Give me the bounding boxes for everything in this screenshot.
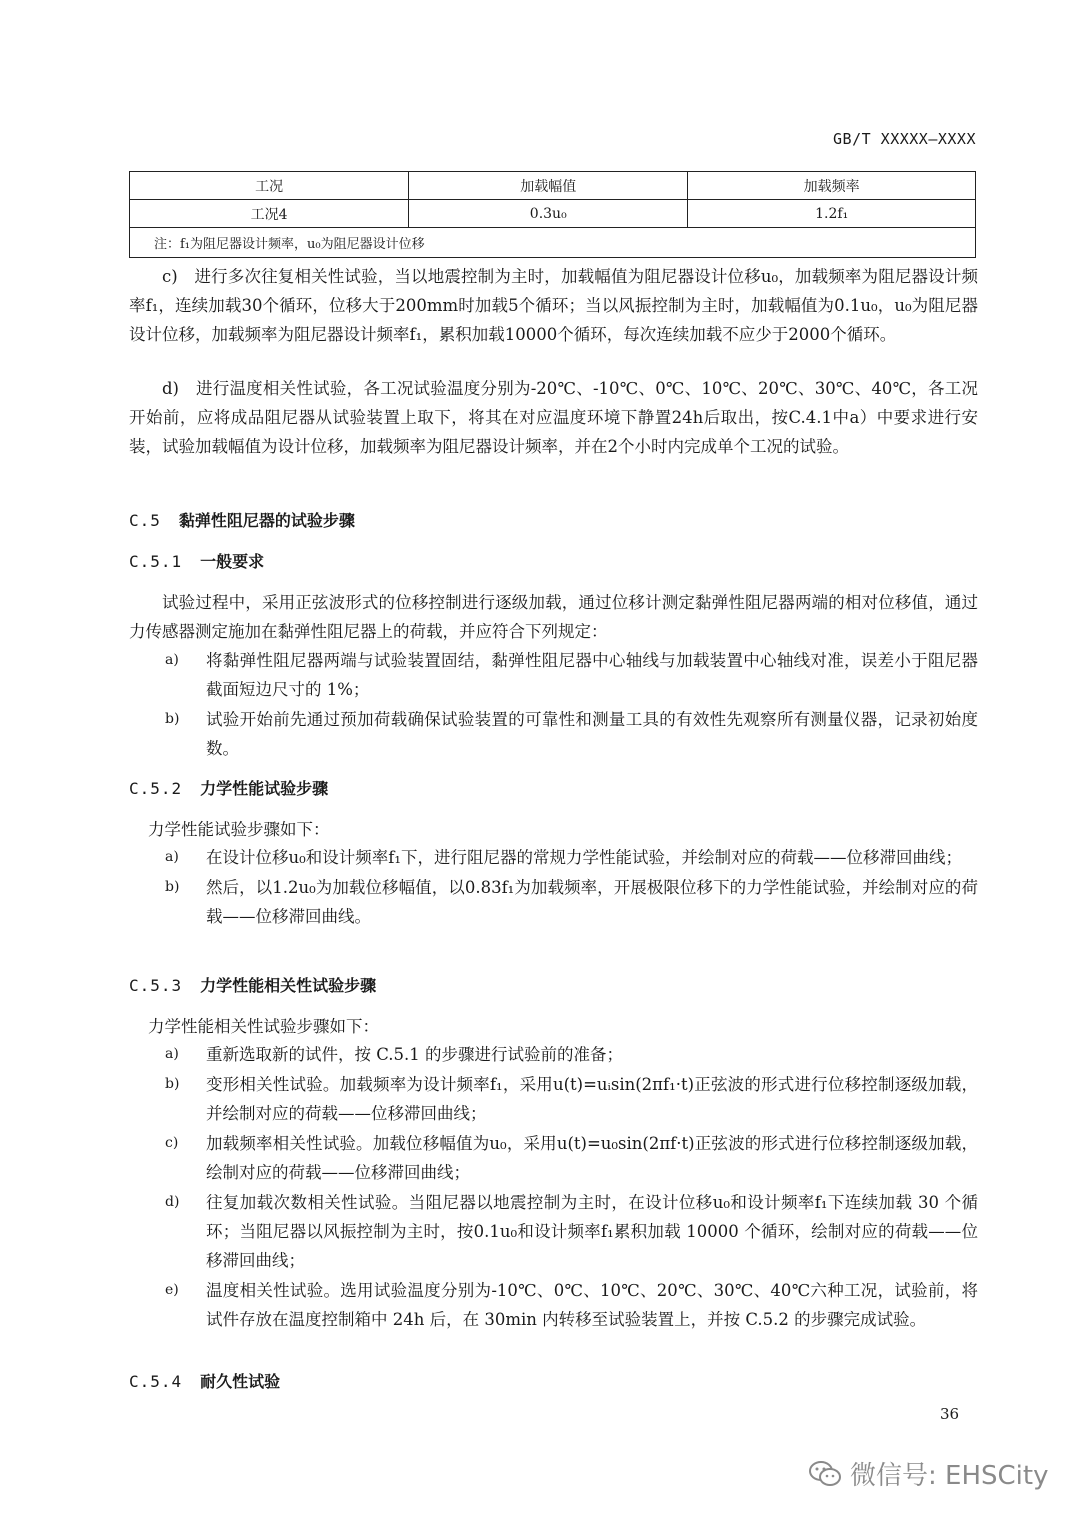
- table-row: [130, 200, 976, 228]
- table-header-row: [130, 172, 976, 200]
- list-label: a): [165, 849, 179, 865]
- list-text: 将黏弹性阻尼器两端与试验装置固结，黏弹性阻尼器中心轴线与加载装置中心轴线对准，误差小于阻尼器截面短边尺寸的 1%；: [206, 651, 978, 699]
- list-item: [165, 1188, 978, 1275]
- section-title: 力学性能相关性试验步骤: [200, 976, 377, 995]
- list-label: d): [165, 1194, 180, 1210]
- section-title: 耐久性试验: [200, 1372, 281, 1391]
- table-header-cell: 工况: [130, 172, 409, 200]
- section-heading-c52: [129, 776, 328, 799]
- section-heading-c51: [129, 549, 264, 572]
- list-label: b): [165, 879, 180, 895]
- condition-table: [129, 171, 976, 258]
- c52-intro: 力学性能试验步骤如下：: [148, 820, 330, 839]
- table-header-cell: 加载幅值: [409, 172, 688, 200]
- watermark-text: 微信号: EHSCity: [850, 1461, 1049, 1491]
- list-text: 重新选取新的试件，按 C.5.1 的步骤进行试验前的准备；: [206, 1045, 624, 1064]
- section-heading-c54: [129, 1369, 280, 1392]
- list-item: [165, 1276, 978, 1334]
- list-text: 往复加载次数相关性试验。当阻尼器以地震控制为主时，在设计位移u₀和设计频率f₁下连续加载 30 个循环；当阻尼器以风振控制为主时，按0.1u₀和设计频率f₁累积加载 10000 个循环，绘制对应的荷载——位移滞回曲线；: [206, 1193, 978, 1270]
- list-label: e): [165, 1282, 179, 1298]
- page-number: 36: [940, 1405, 960, 1423]
- section-title: 黏弹性阻尼器的试验步骤: [178, 511, 355, 530]
- section-heading-c5: [129, 508, 355, 531]
- table-cell: 工况4: [130, 200, 409, 228]
- section-number: C.5: [129, 511, 161, 530]
- c53-list: [165, 1040, 978, 1335]
- list-label: a): [165, 1046, 179, 1062]
- section-number: C.5.1: [129, 552, 183, 571]
- section-number: C.5.2: [129, 779, 183, 798]
- list-text: 在设计位移u₀和设计频率f₁下，进行阻尼器的常规力学性能试验，并绘制对应的荷载——位移滞回曲线；: [206, 848, 962, 867]
- list-label: a): [165, 652, 179, 668]
- list-item: [165, 646, 978, 704]
- wechat-icon: [808, 1459, 842, 1489]
- c4-item-d: d) 进行温度相关性试验，各工况试验温度分别为-20℃、-10℃、0℃、10℃、20℃、30℃、40℃，各工况开始前，应将成品阻尼器从试验装置上取下，将其在对应温度环境下静置24h后取出，按C.4.1中a）中要求进行安装，试验加载幅值为设计位移，加载频率为阻尼器设计频率，并在2个小时内完成单个工况的试验。: [129, 379, 978, 456]
- list-item: [165, 873, 978, 931]
- list-text: 然后，以1.2u₀为加载位移幅值，以0.83f₁为加载频率，开展极限位移下的力学性能试验，并绘制对应的荷载——位移滞回曲线。: [206, 878, 978, 926]
- list-text: 温度相关性试验。选用试验温度分别为-10℃、0℃、10℃、20℃、30℃、40℃六种工况，试验前，将试件存放在温度控制箱中 24h 后，在 30min 内转移至试验装置上，并按 C.5.2 的步骤完成试验。: [206, 1281, 978, 1329]
- list-text: 加载频率相关性试验。加载位移幅值为u₀，采用u(t)=u₀sin(2πf·t)正弦波的形式进行位移控制逐级加载，绘制对应的荷载——位移滞回曲线；: [206, 1134, 978, 1182]
- section-title: 力学性能试验步骤: [200, 779, 329, 798]
- table-cell: 0.3u₀: [409, 200, 688, 228]
- list-item: [165, 843, 978, 872]
- c51-intro: 试验过程中，采用正弦波形式的位移控制进行逐级加载，通过位移计测定黏弹性阻尼器两端的相对位移值，通过力传感器测定施加在黏弹性阻尼器上的荷载，并应符合下列规定：: [129, 593, 978, 641]
- table-note: 注：f₁为阻尼器设计频率，u₀为阻尼器设计位移: [130, 228, 976, 258]
- c51-list: [165, 646, 978, 764]
- list-item: [165, 1040, 978, 1069]
- c53-intro: 力学性能相关性试验步骤如下：: [148, 1017, 379, 1036]
- c52-list: [165, 843, 978, 932]
- list-item: [165, 705, 978, 763]
- standard-code: GB/T XXXXX—XXXX: [833, 130, 976, 148]
- list-text: 试验开始前先通过预加荷载确保试验装置的可靠性和测量工具的有效性先观察所有测量仪器，记录初始度数。: [206, 710, 978, 758]
- list-item: [165, 1070, 978, 1128]
- watermark: [808, 1455, 1048, 1492]
- section-number: C.5.3: [129, 976, 183, 995]
- table-note-row: [130, 228, 976, 258]
- list-item: [165, 1129, 978, 1187]
- list-label: b): [165, 1076, 180, 1092]
- c4-item-c: c) 进行多次往复相关性试验，当以地震控制为主时，加载幅值为阻尼器设计位移u₀，加载频率为阻尼器设计频率f₁，连续加载30个循环，位移大于200mm时加载5个循环；当以风振控制为主时，加载幅值为0.1u₀，u₀为阻尼器设计位移，加载频率为阻尼器设计频率f₁，累积加载10000个循环，每次连续加载不应少于2000个循环。: [129, 267, 978, 344]
- section-number: C.5.4: [129, 1372, 183, 1391]
- list-label: b): [165, 711, 180, 727]
- section-title: 一般要求: [200, 552, 265, 571]
- list-label: c): [165, 1135, 179, 1151]
- section-heading-c53: [129, 973, 376, 996]
- list-text: 变形相关性试验。加载频率为设计频率f₁，采用u(t)=uᵢsin(2πf₁·t)正弦波的形式进行位移控制逐级加载，并绘制对应的荷载——位移滞回曲线；: [206, 1075, 978, 1123]
- table-cell: 1.2f₁: [688, 200, 976, 228]
- table-header-cell: 加载频率: [688, 172, 976, 200]
